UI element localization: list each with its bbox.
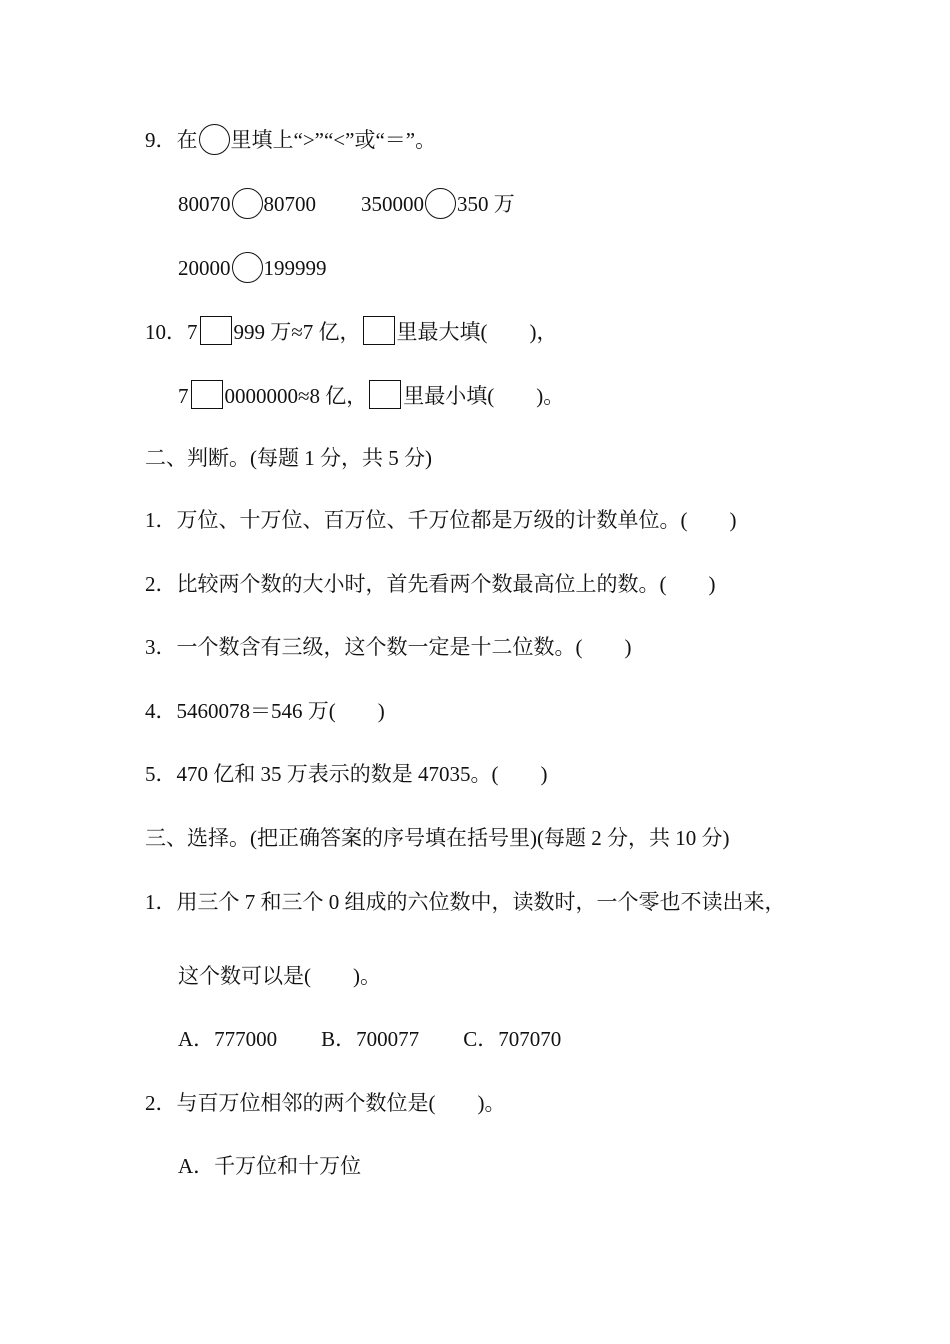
q9-b-right: 350 万: [457, 192, 515, 216]
q10-l1-b: 999 万≈7 亿，: [233, 320, 361, 344]
judge-item-5: 5．470 亿和 35 万表示的数是 47035。( ): [145, 762, 548, 786]
q10-l1-c: 里最大填( )，: [396, 320, 558, 344]
q9-a-left: 80070: [178, 192, 231, 216]
judge-item-3: 3．一个数含有三级，这个数一定是十二位数。( ): [145, 635, 632, 659]
q10-box-blank-2[interactable]: [191, 380, 223, 409]
choice-q1-line-2: 这个数可以是( )。: [178, 964, 381, 988]
q10-l2-a: 7: [178, 384, 189, 408]
q9-instruction: 里填上“>”“<”或“＝”。: [230, 128, 437, 152]
q10-line-2: [178, 380, 564, 410]
q9-c-circle-blank[interactable]: [232, 252, 263, 283]
q9-a-circle-blank[interactable]: [232, 188, 263, 219]
q10-line-1: [145, 316, 558, 346]
q10-l1-a: 10．7: [145, 320, 198, 344]
option-c[interactable]: C．707070: [463, 1027, 562, 1051]
q9-prefix: 9．在: [145, 128, 198, 152]
q10-l2-c: 里最小填( )。: [403, 384, 565, 408]
q9-c-right: 199999: [263, 256, 327, 280]
judge-item-1: 1．万位、十万位、百万位、千万位都是万级的计数单位。( ): [145, 508, 737, 532]
q9-row-1: [178, 188, 515, 219]
option-a[interactable]: A．777000: [178, 1027, 278, 1051]
q9-line: [145, 124, 436, 155]
q9-b-left: 350000: [361, 192, 424, 216]
q9-row-2: [178, 252, 327, 283]
choice-q1-line-1: 1．用三个 7 和三个 0 组成的六位数中，读数时，一个零也不读出来，: [145, 890, 786, 914]
compare-circle-blank[interactable]: [199, 124, 230, 155]
q9-c-left: 20000: [178, 256, 231, 280]
option-b[interactable]: B．700077: [321, 1027, 420, 1051]
choice-q2-option-a[interactable]: A．千万位和十万位: [178, 1154, 362, 1178]
judge-item-2: 2．比较两个数的大小时，首先看两个数最高位上的数。( ): [145, 572, 716, 596]
judge-item-4: 4．5460078＝546 万( ): [145, 699, 385, 723]
choice-q1-options: [178, 1025, 561, 1053]
q10-box-ref-2: [369, 380, 401, 409]
section2-heading: 二、判断。(每题 1 分，共 5 分): [145, 446, 432, 470]
section3-heading: 三、选择。(把正确答案的序号填在括号里)(每题 2 分，共 10 分): [145, 826, 730, 850]
choice-q2-line-1: 2．与百万位相邻的两个数位是( )。: [145, 1091, 506, 1115]
q10-box-ref-1: [363, 316, 395, 345]
q9-b-circle-blank[interactable]: [425, 188, 456, 219]
q10-box-blank-1[interactable]: [200, 316, 232, 345]
q10-l2-b: 0000000≈8 亿，: [224, 384, 368, 408]
q9-a-right: 80700: [263, 192, 316, 216]
